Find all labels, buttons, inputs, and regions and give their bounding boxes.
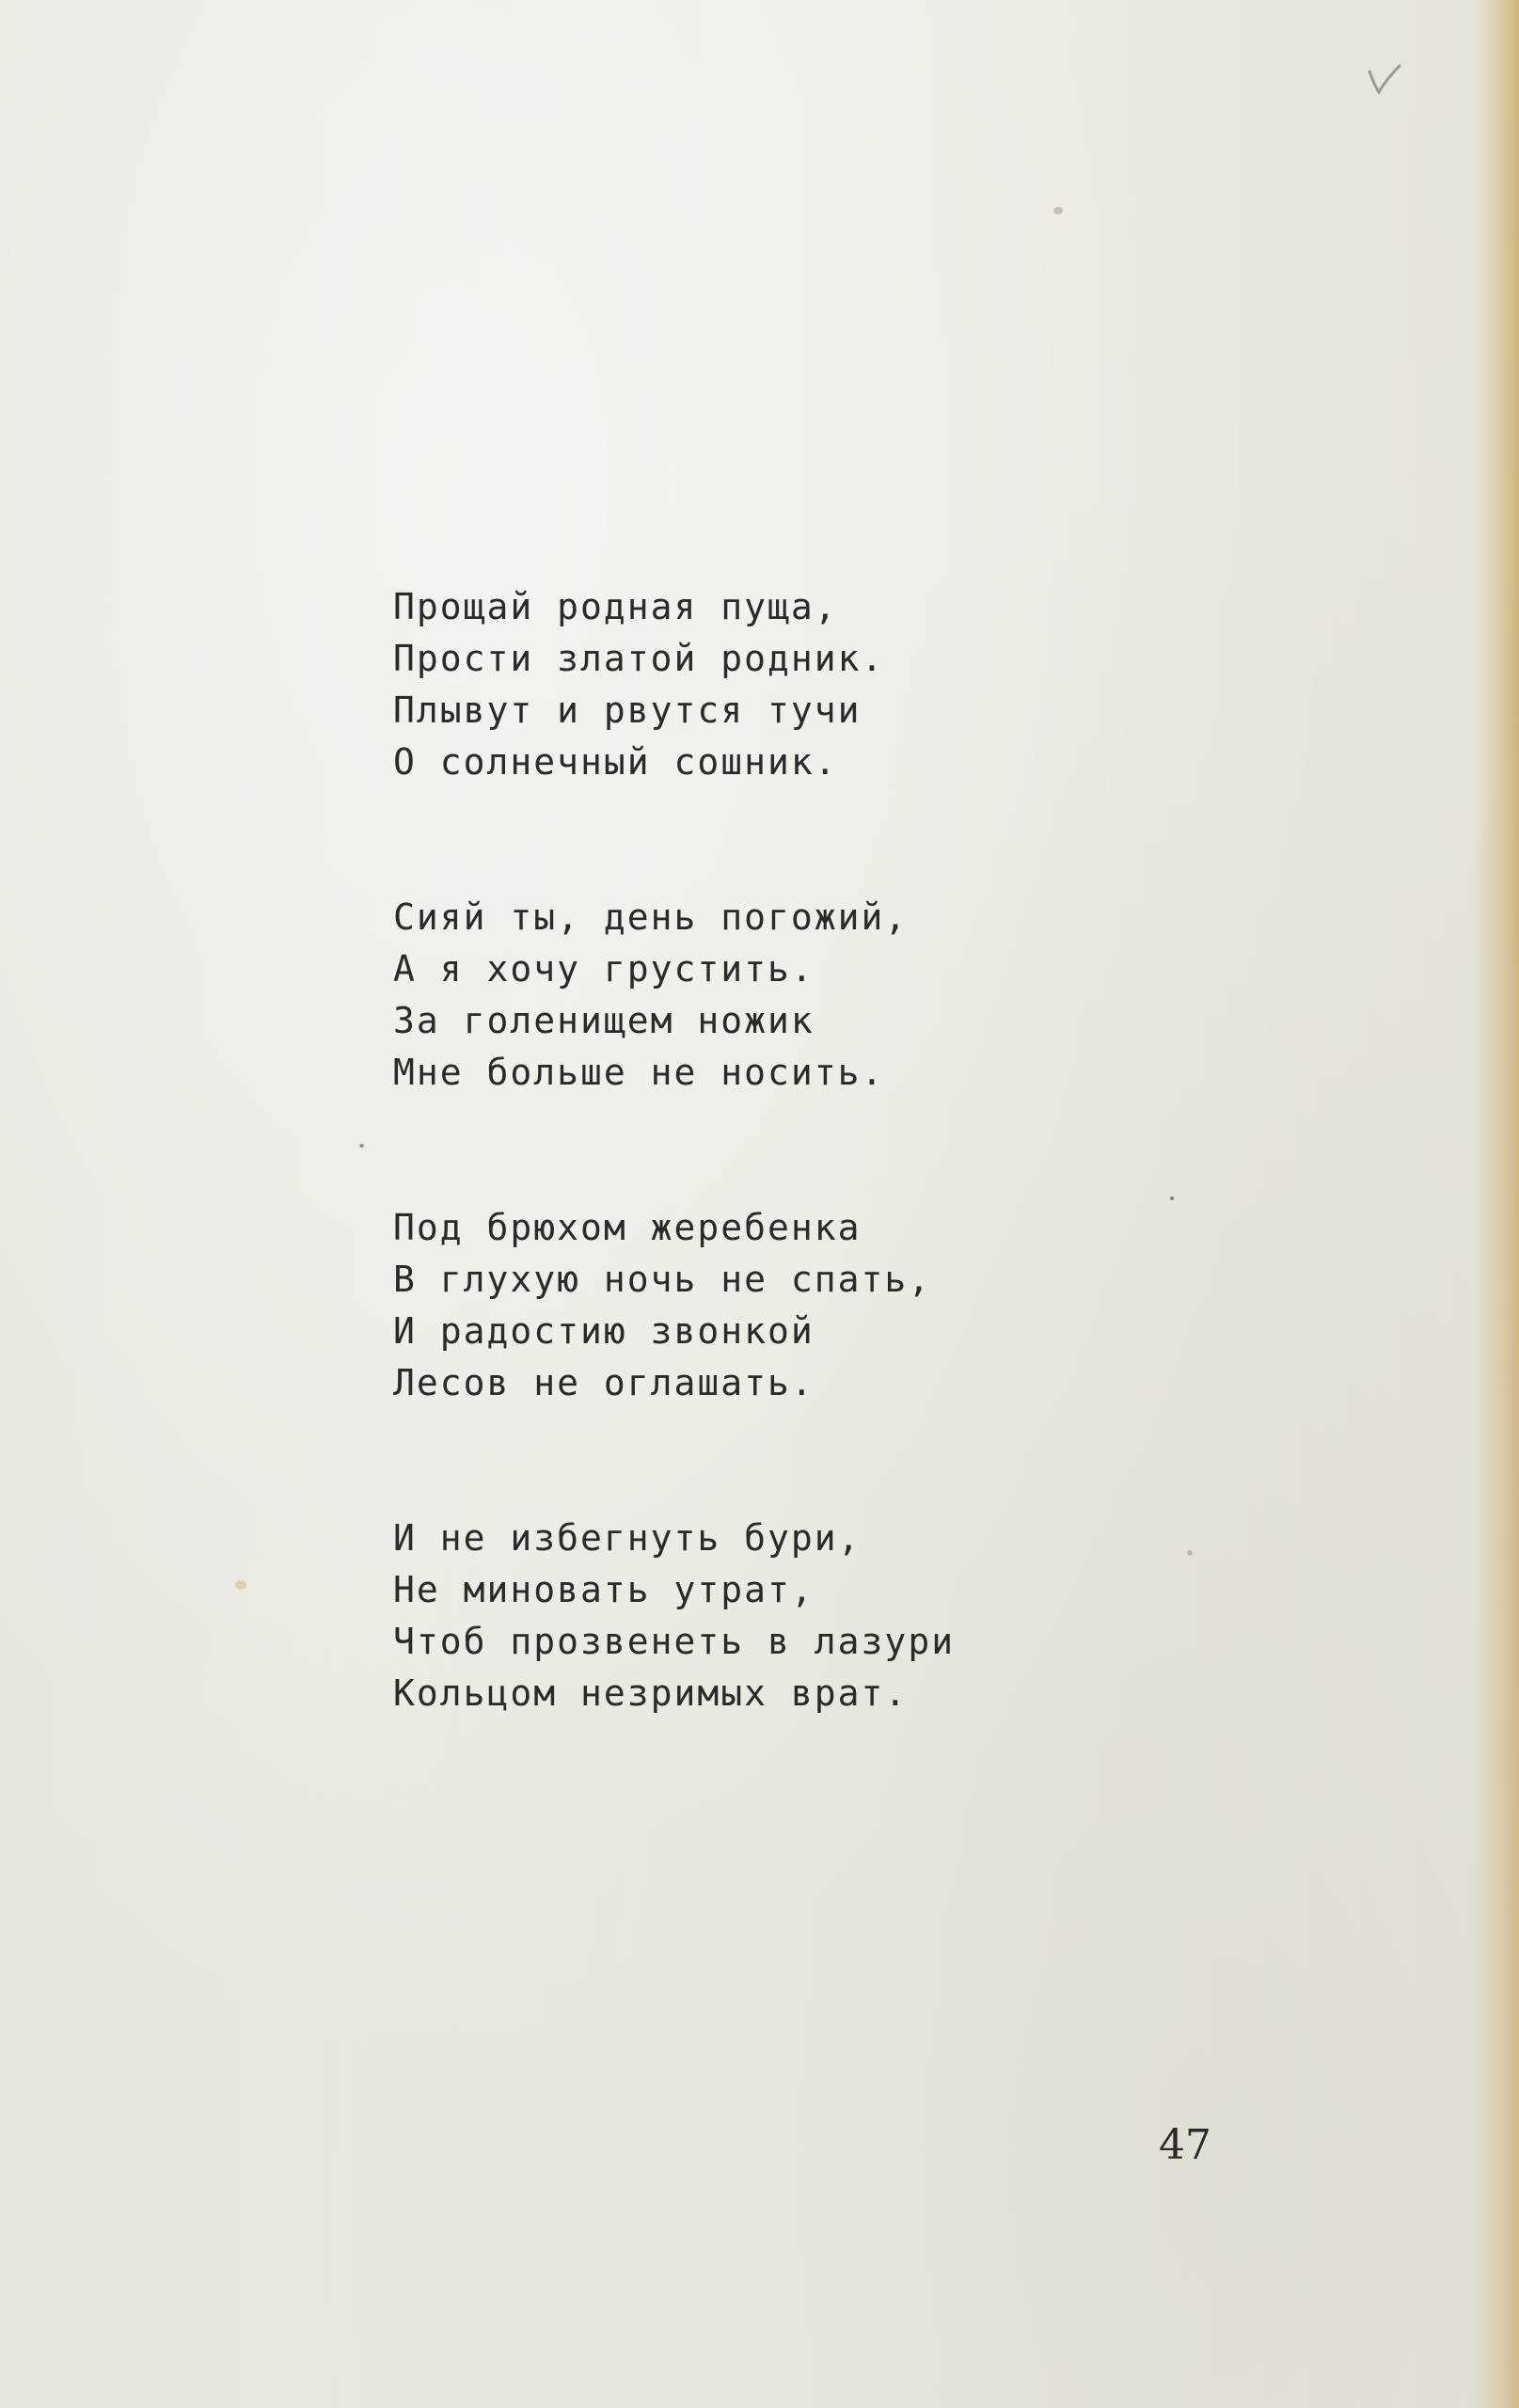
stanza-2 <box>393 892 1052 1099</box>
pencil-check-mark <box>1364 58 1405 100</box>
paper-speck <box>1053 207 1063 214</box>
poem-line: Не миновать утрат, <box>393 1569 815 1610</box>
poem-line: Прощай родная пуща, <box>393 586 838 627</box>
poem-line: И не избегнуть бури, <box>393 1517 862 1559</box>
poem-line: Под брюхом жеребенка <box>393 1207 862 1248</box>
poem-line: Чтоб прозвенеть в лазури <box>393 1621 956 1662</box>
poem-line: Лесов не оглашать. <box>393 1362 815 1403</box>
paper-speck <box>1170 1196 1174 1200</box>
poem <box>393 581 1052 1823</box>
poem-line: За голенищем ножик <box>393 1000 815 1041</box>
poem-line: Прости златой родник. <box>393 638 885 679</box>
poem-line: Плывут и рвутся тучи <box>393 689 862 731</box>
page-number: 47 <box>1159 2121 1211 2169</box>
poem-line: И радостию звонкой <box>393 1310 815 1352</box>
paper-speck <box>359 1144 364 1148</box>
stanza-3 <box>393 1202 1052 1409</box>
paper-speck <box>1187 1550 1193 1556</box>
poem-line: В глухую ночь не спать, <box>393 1259 932 1300</box>
poem-line: О солнечный сошник. <box>393 741 838 783</box>
stanza-4 <box>393 1513 1052 1719</box>
stanza-1 <box>393 581 1052 788</box>
poem-line: Кольцом незримых врат. <box>393 1672 909 1714</box>
poem-line: Сияй ты, день погожий, <box>393 896 909 938</box>
paper-speck <box>235 1580 246 1590</box>
poem-line: Мне больше не носить. <box>393 1052 885 1093</box>
poem-line: А я хочу грустить. <box>393 948 815 990</box>
